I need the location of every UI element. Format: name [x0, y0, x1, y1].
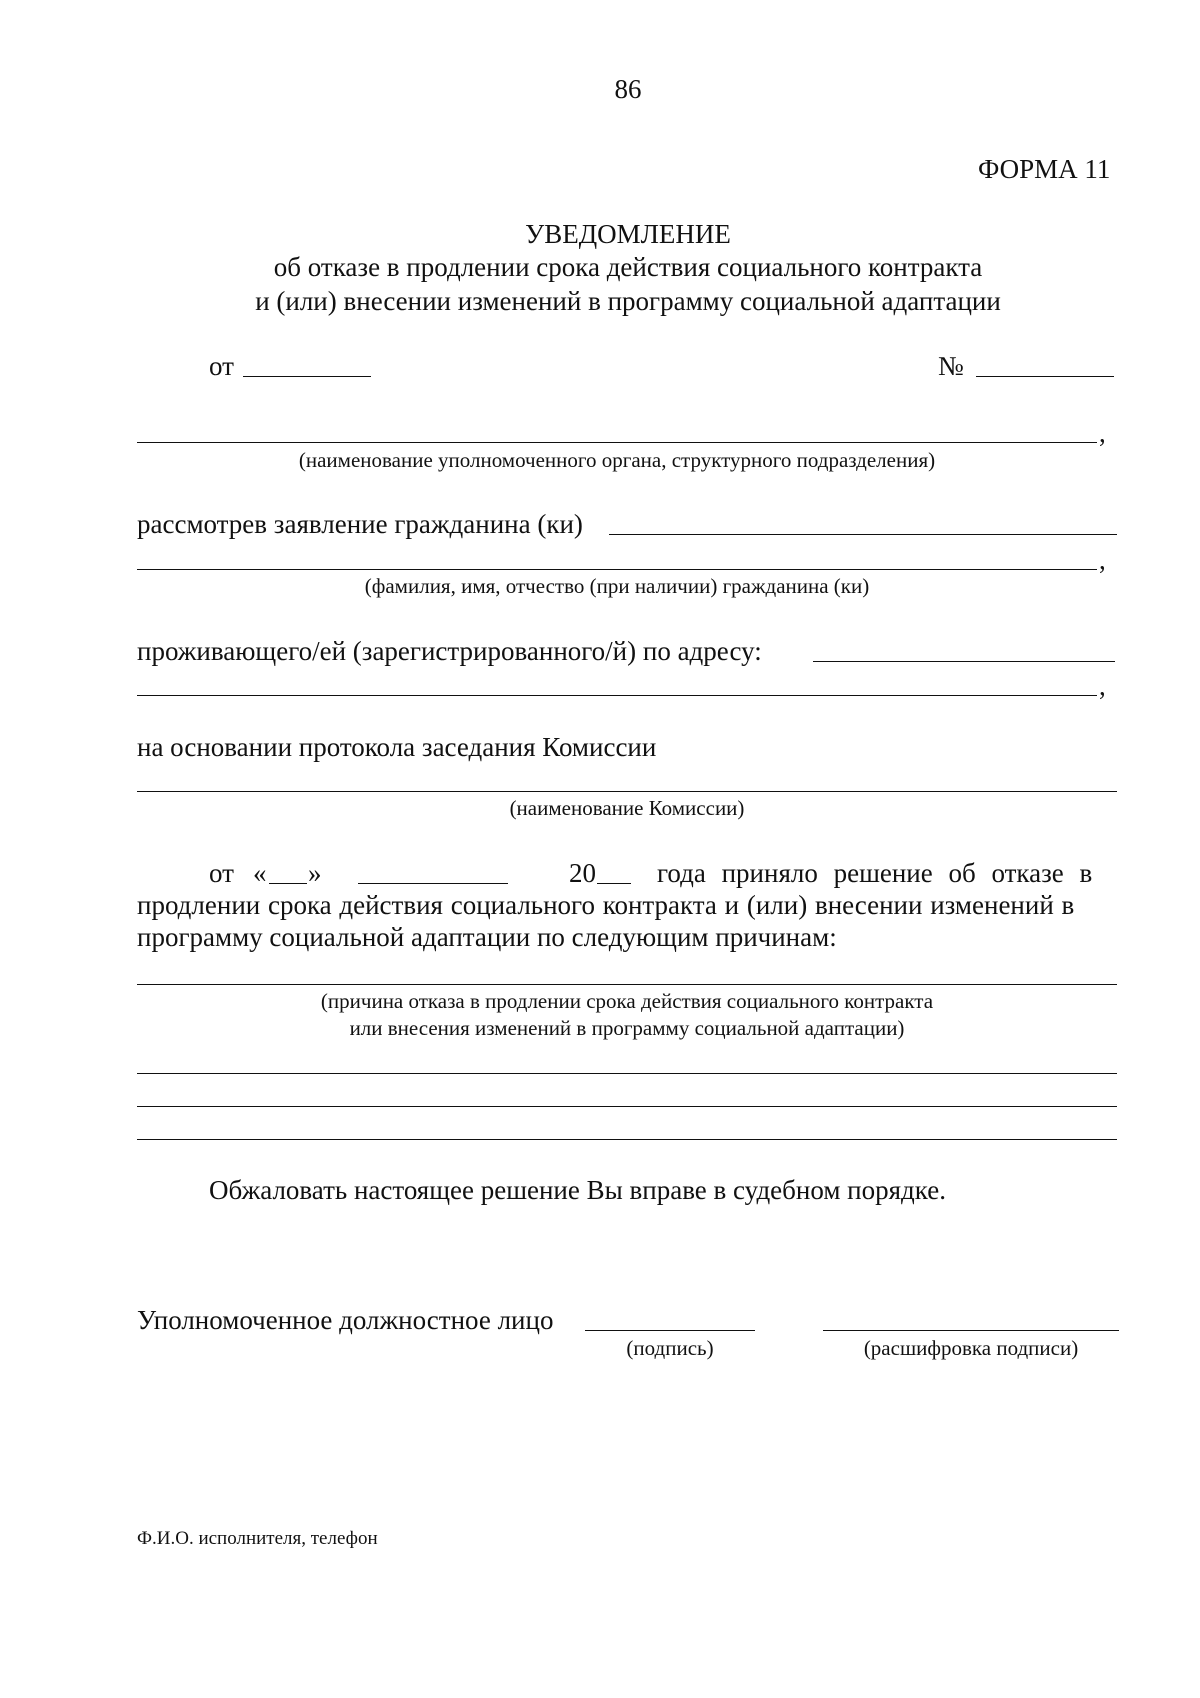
- reason-blank-4: [137, 1139, 1117, 1140]
- document-subtitle-line1: об отказе в продлении срока действия социального контракта: [273, 252, 983, 282]
- signature-caption: (подпись): [626, 1336, 714, 1360]
- decision-from: от: [209, 858, 234, 888]
- date-blank: [243, 376, 371, 377]
- decision-rest: года приняло решение об отказе в: [657, 858, 1093, 888]
- reason-blank-2: [137, 1073, 1117, 1074]
- day-blank: [269, 883, 307, 884]
- official-label: Уполномоченное должностное лицо: [137, 1305, 554, 1335]
- decision-line3: программу социальной адаптации по следующим причинам:: [137, 922, 837, 952]
- month-blank: [358, 883, 508, 884]
- reason-caption-line1: (причина отказа в продлении срока действия социального контракта: [320, 989, 934, 1013]
- appeal-text: Обжаловать настоящее решение Вы вправе в судебном порядке.: [209, 1175, 946, 1205]
- fio-blank: [137, 569, 1097, 570]
- address-label: проживающего/ей (зарегистрированного/й) по адресу:: [137, 636, 762, 666]
- application-label: рассмотрев заявление гражданина (ки): [137, 509, 583, 539]
- decoding-caption: (расшифровка подписи): [863, 1336, 1079, 1360]
- address-blank: [813, 661, 1115, 662]
- decision-quote-open: «: [253, 858, 267, 888]
- number-label: №: [938, 351, 964, 381]
- signature-blank: [585, 1330, 755, 1331]
- application-blank: [609, 534, 1117, 535]
- organ-caption: (наименование уполномоченного органа, структурного подразделения): [298, 448, 936, 472]
- reason-caption-line2: или внесения изменений в программу социальной адаптации): [349, 1016, 905, 1040]
- year-blank: [597, 883, 631, 884]
- commission-blank: [137, 791, 1117, 792]
- reason-blank: [137, 984, 1117, 985]
- reason-blank-3: [137, 1106, 1117, 1107]
- fio-comma: ,: [1099, 545, 1106, 575]
- decision-quote-close: »: [308, 858, 322, 888]
- date-label: от: [209, 351, 234, 381]
- decision-line2: продлении срока действия социального контракта и (или) внесении изменений в: [137, 890, 1075, 920]
- address-comma: ,: [1099, 671, 1106, 701]
- document-title: УВЕДОМЛЕНИЕ: [525, 219, 731, 249]
- decoding-blank: [823, 1330, 1119, 1331]
- address-blank-2: [137, 695, 1097, 696]
- page-number: 86: [614, 74, 642, 104]
- decision-year-prefix: 20: [569, 858, 596, 888]
- fio-caption: (фамилия, имя, отчество (при наличии) гражданина (ки): [364, 574, 870, 598]
- organ-comma: ,: [1099, 418, 1106, 448]
- document-subtitle-line2: и (или) внесении изменений в программу социальной адаптации: [255, 286, 1001, 316]
- organ-blank: [137, 442, 1097, 443]
- form-label: ФОРМА 11: [978, 154, 1111, 184]
- commission-caption: (наименование Комиссии): [509, 796, 745, 820]
- number-blank: [976, 376, 1114, 377]
- protocol-label: на основании протокола заседания Комиссии: [137, 732, 657, 762]
- executor-label: Ф.И.О. исполнителя, телефон: [137, 1528, 378, 1549]
